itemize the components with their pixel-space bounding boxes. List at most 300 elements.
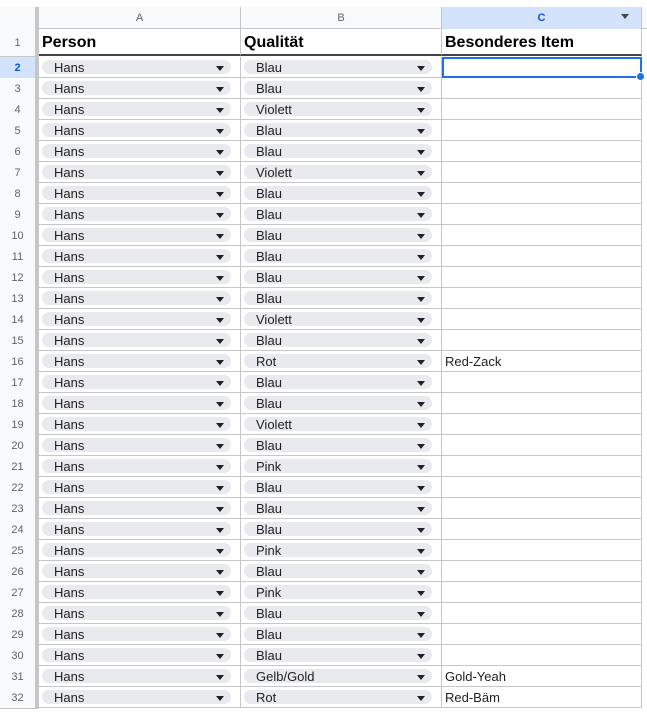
row-number[interactable]: 21	[0, 456, 39, 478]
row-number[interactable]: 20	[0, 435, 39, 457]
cell-qualitaet[interactable]	[241, 99, 442, 120]
row-number[interactable]: 23	[0, 498, 39, 520]
chevron-down-icon[interactable]	[417, 108, 425, 113]
cell-besonderes-item[interactable]	[442, 540, 642, 561]
chevron-down-icon[interactable]	[216, 675, 224, 680]
cell-qualitaet[interactable]	[241, 57, 442, 78]
chip-label: Hans	[54, 143, 85, 159]
chevron-down-icon[interactable]	[216, 402, 224, 407]
cell-besonderes-item[interactable]	[442, 162, 642, 183]
person-dropdown-chip[interactable]	[42, 459, 231, 473]
qualitaet-dropdown-chip[interactable]	[244, 312, 432, 326]
chevron-down-icon[interactable]	[417, 402, 425, 407]
chevron-down-icon[interactable]	[417, 465, 425, 470]
cell-besonderes-item[interactable]	[442, 435, 642, 456]
row-number[interactable]: 9	[0, 204, 39, 226]
chip-label: Hans	[54, 668, 85, 684]
chip-label: Hans	[54, 458, 85, 474]
person-dropdown-chip[interactable]	[42, 585, 231, 599]
chevron-down-icon[interactable]	[417, 423, 425, 428]
cell-qualitaet[interactable]	[241, 435, 442, 456]
cell-qualitaet[interactable]	[241, 120, 442, 141]
row-number[interactable]: 16	[0, 351, 39, 373]
qualitaet-dropdown-chip[interactable]	[244, 459, 432, 473]
chevron-down-icon[interactable]	[417, 654, 425, 659]
cell-besonderes-item[interactable]	[442, 120, 642, 141]
cell-person[interactable]	[39, 498, 241, 519]
row-number[interactable]: 12	[0, 267, 39, 289]
cell-person[interactable]	[39, 372, 241, 393]
person-dropdown-chip[interactable]	[42, 648, 231, 662]
chevron-down-icon[interactable]	[216, 549, 224, 554]
person-dropdown-chip[interactable]	[42, 396, 231, 410]
cell-person[interactable]	[39, 267, 241, 288]
cell-qualitaet[interactable]	[241, 414, 442, 435]
cell-person[interactable]	[39, 393, 241, 414]
chip-label: Hans	[54, 80, 85, 96]
column-header-c[interactable]	[442, 7, 642, 29]
qualitaet-dropdown-chip[interactable]	[244, 501, 432, 515]
qualitaet-dropdown-chip[interactable]	[244, 123, 432, 137]
row-number[interactable]: 22	[0, 477, 39, 499]
cell-besonderes-item[interactable]	[442, 477, 642, 498]
row-number[interactable]: 18	[0, 393, 39, 415]
cell-qualitaet[interactable]	[241, 246, 442, 267]
cell-qualitaet[interactable]	[241, 687, 442, 708]
cell-person[interactable]	[39, 414, 241, 435]
cell-qualitaet[interactable]	[241, 393, 442, 414]
cell-besonderes-item[interactable]	[442, 498, 642, 519]
row-number[interactable]: 10	[0, 225, 39, 247]
qualitaet-dropdown-chip[interactable]	[244, 165, 432, 179]
table-row	[0, 309, 647, 330]
qualitaet-dropdown-chip[interactable]	[244, 522, 432, 536]
table-row	[0, 435, 647, 456]
header-row	[0, 29, 647, 56]
chip-label: Blau	[256, 290, 283, 306]
chip-label: Rot	[256, 353, 277, 369]
chip-label: Hans	[54, 542, 85, 558]
qualitaet-dropdown-chip[interactable]	[244, 291, 432, 305]
cell-besonderes-item[interactable]	[442, 330, 642, 351]
cell-besonderes-item[interactable]	[442, 246, 642, 267]
cell-qualitaet[interactable]	[241, 498, 442, 519]
qualitaet-dropdown-chip[interactable]	[244, 354, 432, 368]
chevron-down-icon[interactable]	[417, 507, 425, 512]
chip-label: Violett	[256, 164, 292, 180]
column-letter: A	[135, 12, 144, 24]
cell-qualitaet[interactable]	[241, 477, 442, 498]
table-row	[0, 225, 647, 246]
cell-qualitaet[interactable]	[241, 288, 442, 309]
chevron-down-icon[interactable]	[216, 528, 224, 533]
table-row	[0, 582, 647, 603]
qualitaet-dropdown-chip[interactable]	[244, 228, 432, 242]
cell-besonderes-item[interactable]	[442, 687, 642, 708]
person-dropdown-chip[interactable]	[42, 501, 231, 515]
person-dropdown-chip[interactable]	[42, 102, 231, 116]
qualitaet-dropdown-chip[interactable]	[244, 564, 432, 578]
chip-label: Blau	[256, 479, 283, 495]
row-number[interactable]: 7	[0, 162, 39, 184]
cell-besonderes-item[interactable]	[442, 624, 642, 645]
chip-label: Pink	[256, 584, 282, 600]
table-row	[0, 561, 647, 582]
chevron-down-icon[interactable]	[216, 339, 224, 344]
row-number[interactable]: 4	[0, 99, 39, 121]
qualitaet-dropdown-chip[interactable]	[244, 249, 432, 263]
header-cell-qualitaet[interactable]: Qualität	[241, 29, 442, 56]
person-dropdown-chip[interactable]	[42, 60, 231, 74]
cell-person[interactable]	[39, 519, 241, 540]
chevron-down-icon[interactable]	[216, 591, 224, 596]
row-number[interactable]: 11	[0, 246, 39, 268]
row-number[interactable]: 3	[0, 78, 39, 100]
qualitaet-dropdown-chip[interactable]	[244, 669, 432, 683]
cell-person[interactable]	[39, 435, 241, 456]
person-dropdown-chip[interactable]	[42, 123, 231, 137]
row-number[interactable]: 24	[0, 519, 39, 541]
row-number[interactable]: 29	[0, 624, 39, 646]
table-row	[0, 57, 647, 78]
table-row	[0, 141, 647, 162]
qualitaet-dropdown-chip[interactable]	[244, 585, 432, 599]
person-dropdown-chip[interactable]	[42, 249, 231, 263]
qualitaet-dropdown-chip[interactable]	[244, 648, 432, 662]
row-number[interactable]: 14	[0, 309, 39, 331]
row-number[interactable]: 6	[0, 141, 39, 163]
qualitaet-dropdown-chip[interactable]	[244, 690, 432, 704]
chevron-down-icon[interactable]	[417, 612, 425, 617]
chevron-down-icon[interactable]	[417, 255, 425, 260]
cell-person[interactable]	[39, 162, 241, 183]
chevron-down-icon[interactable]	[216, 423, 224, 428]
chip-label: Blau	[256, 269, 283, 285]
qualitaet-dropdown-chip[interactable]	[244, 81, 432, 95]
chevron-down-icon[interactable]	[216, 297, 224, 302]
person-dropdown-chip[interactable]	[42, 522, 231, 536]
chevron-down-icon[interactable]	[417, 381, 425, 386]
qualitaet-dropdown-chip[interactable]	[244, 270, 432, 284]
cell-qualitaet[interactable]	[241, 372, 442, 393]
row-number[interactable]: 32	[0, 687, 39, 709]
cell-person[interactable]	[39, 624, 241, 645]
row-number[interactable]: 31	[0, 666, 39, 688]
row-number[interactable]: 17	[0, 372, 39, 394]
cell-qualitaet[interactable]	[241, 309, 442, 330]
fill-handle[interactable]	[636, 72, 645, 81]
chevron-down-icon[interactable]	[417, 318, 425, 323]
table-row	[0, 372, 647, 393]
row-number[interactable]: 8	[0, 183, 39, 205]
qualitaet-dropdown-chip[interactable]	[244, 480, 432, 494]
cell-person[interactable]	[39, 561, 241, 582]
cell-person[interactable]	[39, 540, 241, 561]
chevron-down-icon[interactable]	[417, 633, 425, 638]
person-dropdown-chip[interactable]	[42, 144, 231, 158]
cell-person[interactable]	[39, 309, 241, 330]
cell-besonderes-item[interactable]	[442, 351, 642, 372]
chevron-down-icon[interactable]	[216, 129, 224, 134]
chevron-down-icon[interactable]	[417, 150, 425, 155]
qualitaet-dropdown-chip[interactable]	[244, 396, 432, 410]
person-dropdown-chip[interactable]	[42, 165, 231, 179]
person-dropdown-chip[interactable]	[42, 606, 231, 620]
cell-person[interactable]	[39, 603, 241, 624]
qualitaet-dropdown-chip[interactable]	[244, 333, 432, 347]
cell-besonderes-item[interactable]	[442, 393, 642, 414]
cell-person[interactable]	[39, 225, 241, 246]
cell-qualitaet[interactable]	[241, 162, 442, 183]
cell-qualitaet[interactable]	[241, 204, 442, 225]
person-dropdown-chip[interactable]	[42, 543, 231, 557]
chevron-down-icon[interactable]	[417, 591, 425, 596]
chevron-down-icon[interactable]	[216, 192, 224, 197]
qualitaet-dropdown-chip[interactable]	[244, 438, 432, 452]
cell-person[interactable]	[39, 141, 241, 162]
row-number[interactable]: 25	[0, 540, 39, 562]
cell-person[interactable]	[39, 456, 241, 477]
row-number[interactable]: 2	[0, 57, 39, 79]
chevron-down-icon[interactable]	[216, 66, 224, 71]
cell-person[interactable]	[39, 645, 241, 666]
row-number[interactable]: 19	[0, 414, 39, 436]
cell-qualitaet[interactable]	[241, 225, 442, 246]
qualitaet-dropdown-chip[interactable]	[244, 375, 432, 389]
cell-besonderes-item[interactable]	[442, 603, 642, 624]
chevron-down-icon[interactable]	[417, 87, 425, 92]
cell-person[interactable]	[39, 477, 241, 498]
qualitaet-dropdown-chip[interactable]	[244, 186, 432, 200]
person-dropdown-chip[interactable]	[42, 228, 231, 242]
chip-label: Hans	[54, 311, 85, 327]
cell-person[interactable]	[39, 288, 241, 309]
qualitaet-dropdown-chip[interactable]	[244, 102, 432, 116]
chevron-down-icon[interactable]	[216, 507, 224, 512]
cell-besonderes-item[interactable]	[442, 288, 642, 309]
chip-label: Blau	[256, 248, 283, 264]
cell-person[interactable]	[39, 183, 241, 204]
cell-besonderes-item[interactable]	[442, 666, 642, 687]
cell-besonderes-item[interactable]	[442, 309, 642, 330]
table-row	[0, 78, 647, 99]
cell-besonderes-item[interactable]	[442, 561, 642, 582]
chip-label: Rot	[256, 689, 277, 705]
person-dropdown-chip[interactable]	[42, 627, 231, 641]
chevron-down-icon[interactable]	[216, 465, 224, 470]
person-dropdown-chip[interactable]	[42, 669, 231, 683]
chip-label: Hans	[54, 332, 85, 348]
chevron-down-icon[interactable]	[216, 486, 224, 491]
chevron-down-icon[interactable]	[621, 14, 629, 19]
table-row	[0, 498, 647, 519]
row-number[interactable]: 27	[0, 582, 39, 604]
column-header-b[interactable]	[241, 7, 442, 29]
chevron-down-icon[interactable]	[216, 318, 224, 323]
cell-besonderes-item[interactable]	[442, 183, 642, 204]
chevron-down-icon[interactable]	[216, 360, 224, 365]
chevron-down-icon[interactable]	[417, 66, 425, 71]
cell-qualitaet[interactable]	[241, 351, 442, 372]
chevron-down-icon[interactable]	[216, 171, 224, 176]
cell-besonderes-item[interactable]	[442, 372, 642, 393]
chevron-down-icon[interactable]	[216, 570, 224, 575]
cell-qualitaet[interactable]	[241, 540, 442, 561]
person-dropdown-chip[interactable]	[42, 270, 231, 284]
table-row	[0, 246, 647, 267]
chevron-down-icon[interactable]	[216, 108, 224, 113]
person-dropdown-chip[interactable]	[42, 186, 231, 200]
table-row	[0, 624, 647, 645]
qualitaet-dropdown-chip[interactable]	[244, 606, 432, 620]
table-row	[0, 162, 647, 183]
table-row	[0, 204, 647, 225]
chevron-down-icon[interactable]	[216, 633, 224, 638]
person-dropdown-chip[interactable]	[42, 690, 231, 704]
cell-besonderes-item[interactable]	[442, 225, 642, 246]
cell-qualitaet[interactable]	[241, 561, 442, 582]
cell-qualitaet[interactable]	[241, 645, 442, 666]
cell-qualitaet[interactable]	[241, 78, 442, 99]
cell-besonderes-item[interactable]	[442, 267, 642, 288]
qualitaet-dropdown-chip[interactable]	[244, 417, 432, 431]
cell-besonderes-item[interactable]	[442, 582, 642, 603]
cell-qualitaet[interactable]	[241, 141, 442, 162]
cell-person[interactable]	[39, 246, 241, 267]
cell-person[interactable]	[39, 204, 241, 225]
chip-label: Hans	[54, 122, 85, 138]
chevron-down-icon[interactable]	[417, 675, 425, 680]
qualitaet-dropdown-chip[interactable]	[244, 144, 432, 158]
chevron-down-icon[interactable]	[417, 486, 425, 491]
chevron-down-icon[interactable]	[417, 444, 425, 449]
cell-besonderes-item[interactable]	[442, 78, 642, 99]
cell-qualitaet[interactable]	[241, 666, 442, 687]
chevron-down-icon[interactable]	[216, 444, 224, 449]
person-dropdown-chip[interactable]	[42, 375, 231, 389]
table-row	[0, 288, 647, 309]
cell-qualitaet[interactable]	[241, 267, 442, 288]
cell-besonderes-item[interactable]	[442, 141, 642, 162]
table-row	[0, 183, 647, 204]
chevron-down-icon[interactable]	[417, 570, 425, 575]
cell-besonderes-item[interactable]	[442, 456, 642, 477]
row-number[interactable]: 28	[0, 603, 39, 625]
cell-person[interactable]	[39, 351, 241, 372]
cell-qualitaet[interactable]	[241, 330, 442, 351]
chevron-down-icon[interactable]	[216, 654, 224, 659]
cell-qualitaet[interactable]	[241, 603, 442, 624]
chevron-down-icon[interactable]	[417, 696, 425, 701]
cell-besonderes-item[interactable]	[442, 519, 642, 540]
person-dropdown-chip[interactable]	[42, 207, 231, 221]
table-row	[0, 414, 647, 435]
person-dropdown-chip[interactable]	[42, 438, 231, 452]
cell-besonderes-item[interactable]	[442, 645, 642, 666]
cell-qualitaet[interactable]	[241, 582, 442, 603]
chevron-down-icon[interactable]	[216, 150, 224, 155]
cell-person[interactable]	[39, 687, 241, 708]
chip-label: Blau	[256, 143, 283, 159]
person-dropdown-chip[interactable]	[42, 480, 231, 494]
chevron-down-icon[interactable]	[417, 339, 425, 344]
row-number[interactable]: 5	[0, 120, 39, 142]
cell-besonderes-item[interactable]	[442, 204, 642, 225]
person-dropdown-chip[interactable]	[42, 354, 231, 368]
select-all-corner[interactable]	[0, 7, 39, 29]
header-cell-person[interactable]: Person	[39, 29, 241, 56]
chevron-down-icon[interactable]	[216, 213, 224, 218]
row-number[interactable]: 15	[0, 330, 39, 352]
cell-person[interactable]	[39, 330, 241, 351]
chevron-down-icon[interactable]	[216, 234, 224, 239]
cell-person[interactable]	[39, 57, 241, 78]
person-dropdown-chip[interactable]	[42, 564, 231, 578]
cell-person[interactable]	[39, 120, 241, 141]
chevron-down-icon[interactable]	[417, 549, 425, 554]
person-dropdown-chip[interactable]	[42, 291, 231, 305]
person-dropdown-chip[interactable]	[42, 333, 231, 347]
chevron-down-icon[interactable]	[417, 234, 425, 239]
chip-label: Hans	[54, 164, 85, 180]
row-number[interactable]: 30	[0, 645, 39, 667]
qualitaet-dropdown-chip[interactable]	[244, 543, 432, 557]
chip-label: Hans	[54, 374, 85, 390]
chevron-down-icon[interactable]	[216, 696, 224, 701]
row-number[interactable]: 26	[0, 561, 39, 583]
qualitaet-dropdown-chip[interactable]	[244, 627, 432, 641]
person-dropdown-chip[interactable]	[42, 417, 231, 431]
cell-qualitaet[interactable]	[241, 456, 442, 477]
cell-person[interactable]	[39, 78, 241, 99]
chip-label: Hans	[54, 479, 85, 495]
person-dropdown-chip[interactable]	[42, 81, 231, 95]
cell-besonderes-item[interactable]	[442, 414, 642, 435]
row-number[interactable]: 1	[0, 29, 39, 57]
chevron-down-icon[interactable]	[216, 255, 224, 260]
person-dropdown-chip[interactable]	[42, 312, 231, 326]
chevron-down-icon[interactable]	[417, 192, 425, 197]
column-header-a[interactable]	[39, 7, 241, 29]
cell-qualitaet[interactable]	[241, 624, 442, 645]
chevron-down-icon[interactable]	[216, 276, 224, 281]
chevron-down-icon[interactable]	[417, 528, 425, 533]
chip-label: Blau	[256, 185, 283, 201]
cell-person[interactable]	[39, 666, 241, 687]
qualitaet-dropdown-chip[interactable]	[244, 207, 432, 221]
cell-qualitaet[interactable]	[241, 183, 442, 204]
chevron-down-icon[interactable]	[216, 612, 224, 617]
item-text: Gold-Yeah	[445, 668, 506, 684]
cell-person[interactable]	[39, 99, 241, 120]
chevron-down-icon[interactable]	[417, 297, 425, 302]
chevron-down-icon[interactable]	[417, 171, 425, 176]
chevron-down-icon[interactable]	[417, 360, 425, 365]
cell-qualitaet[interactable]	[241, 519, 442, 540]
cell-person[interactable]	[39, 582, 241, 603]
chevron-down-icon[interactable]	[417, 213, 425, 218]
chevron-down-icon[interactable]	[216, 87, 224, 92]
cell-besonderes-item[interactable]	[442, 57, 642, 78]
header-cell-besonderes-item[interactable]: Besonderes Item	[442, 29, 642, 56]
chevron-down-icon[interactable]	[417, 129, 425, 134]
chevron-down-icon[interactable]	[417, 276, 425, 281]
qualitaet-dropdown-chip[interactable]	[244, 60, 432, 74]
chevron-down-icon[interactable]	[216, 381, 224, 386]
chip-label: Hans	[54, 290, 85, 306]
cell-besonderes-item[interactable]	[442, 99, 642, 120]
row-number[interactable]: 13	[0, 288, 39, 310]
